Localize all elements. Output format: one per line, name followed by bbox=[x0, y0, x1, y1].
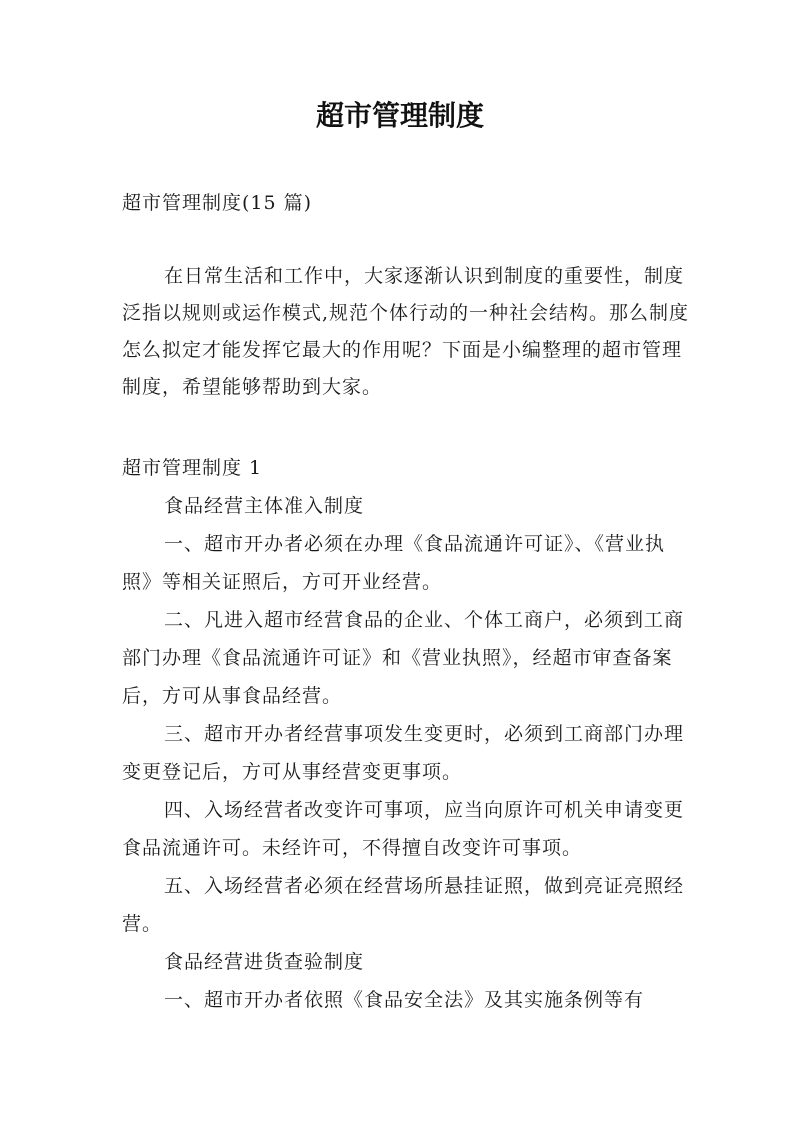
document-body bbox=[122, 449, 692, 1019]
document-title: 超市管理制度 bbox=[315, 99, 484, 132]
paragraph: 一、超市开办者必须在办理《食品流通许可证》、《营业执照》等相关证照后，方可开业经营。 bbox=[122, 533, 666, 593]
paragraph: 二、凡进入超市经营食品的企业、个体工商户，必须到工商部门办理《食品流通许可证》和《营业执照》，经超市审查备案后，方可从事食品经营。 bbox=[122, 609, 685, 707]
paragraph: 三、超市开办者经营事项发生变更时，必须到工商部门办理变更登记后，方可从事经营变更事项。 bbox=[122, 723, 685, 783]
intro-paragraph: 在日常生活和工作中，大家逐渐认识到制度的重要性，制度泛指以规则或运作模式,规范个体行动的一种社会结构。那么制度怎么拟定才能发挥它最大的作用呢？下面是小编整理的超市管理制度，希望能够帮助到大家。 bbox=[122, 265, 690, 398]
paragraph: 四、入场经营者改变许可事项，应当向原许可机关申请变更食品流通许可。未经许可，不得擅自改变许可事项。 bbox=[122, 799, 685, 859]
sub-heading-food-entry: 食品经营主体准入制度 bbox=[164, 495, 365, 517]
paragraph: 一、超市开办者依照《食品安全法》及其实施条例等有 bbox=[164, 989, 645, 1011]
document-subtitle: 超市管理制度(15 篇) bbox=[122, 192, 313, 214]
section-title: 超市管理制度 1 bbox=[122, 457, 263, 479]
paragraph: 五、入场经营者必须在经营场所悬挂证照，做到亮证亮照经营。 bbox=[122, 875, 685, 935]
sub-heading-purchase-inspection: 食品经营进货查验制度 bbox=[164, 951, 365, 973]
